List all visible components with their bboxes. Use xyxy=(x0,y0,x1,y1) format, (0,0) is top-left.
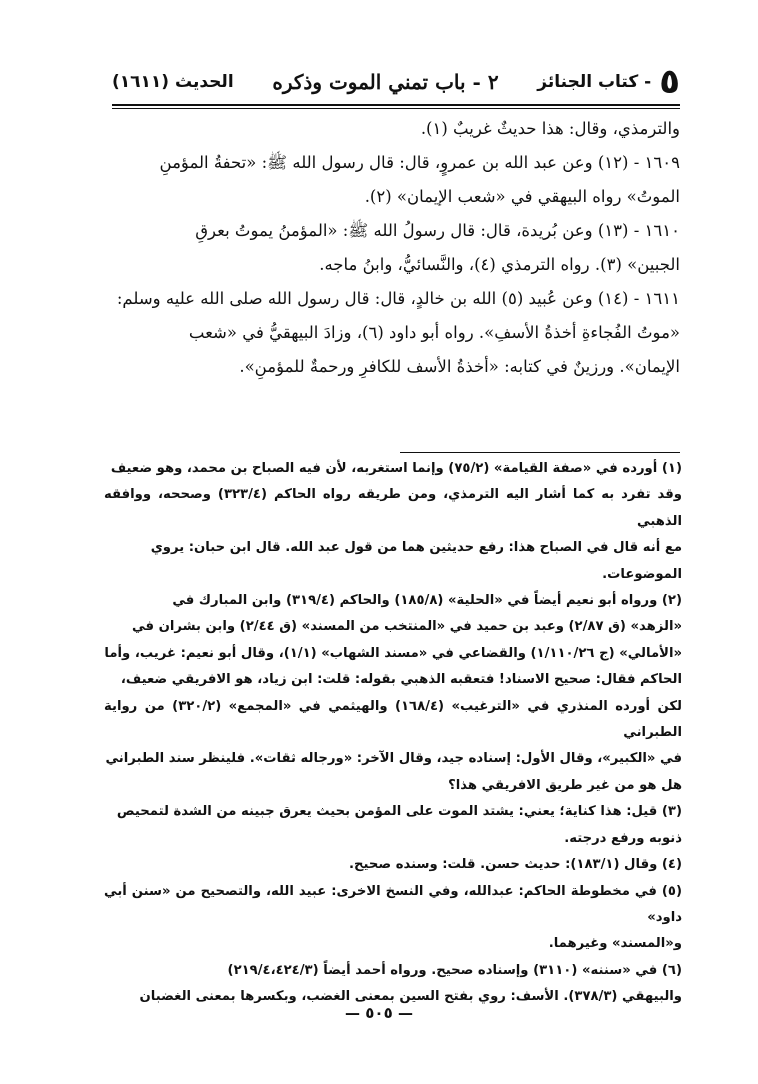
footnote-line: (١) أورده في «صفة القيامة» (٧٥/٢) وإنما استغربه، لأن فيه الصباح بن محمد، وهو ضعيف xyxy=(110,461,682,476)
footnote-line: (٣) قيل: هذا كناية؛ يعني: يشتد الموت على المؤمن بحيث يعرق جبينه من الشدة لتمحيص xyxy=(116,804,682,820)
header-rule-thin xyxy=(112,108,680,109)
header-rule xyxy=(112,104,680,106)
footnote-line: «الزهد» (ق ٢/٨٧) وعبد بن حميد في «المنتخب من المسند» (ق ٢/٤٤) وابن بشران في xyxy=(132,619,682,635)
footnote-line: الموضوعات. xyxy=(602,566,682,582)
main-text xyxy=(116,112,680,384)
footnote-line: هل هو من غير طريق الافريقي هذا؟ xyxy=(448,777,682,793)
main-line: الجبين» (٣). رواه الترمذي (٤)، والنَّسائيُّ، وابنُ ماجه. xyxy=(319,255,680,274)
footnote-line: ذنوبه ورفع درجته. xyxy=(564,830,682,846)
main-line: «موتُ الفُجاءةِ أخذةُ الأسفِ». رواه أبو داود (٦)، وزادَ البيهقيُّ في «شعب xyxy=(188,323,680,342)
main-line: ١٦٠٩ - (١٢) وعن عبد الله بن عمروٍ، قال: قال رسول الله ﷺ: «تحفةُ المؤمنِ xyxy=(159,153,680,172)
main-line: ١٦١١ - (١٤) وعن عُبيد (٥) الله بن خالدٍ، قال: قال رسول الله صلى الله عليه وسلم: xyxy=(116,289,680,308)
section-title: ٢ - باب تمني الموت وذكره xyxy=(272,70,499,94)
footnote-line: مع أنه قال في الصباح هذا: رفع حديثين هما من قول عبد الله. قال ابن حبان: يروي xyxy=(150,540,682,556)
footnote-line: «الأمالي» (ج ١/١١٠/٢٦) والقضاعي في «مسند الشهاب» (١/١)، وقال أبو نعيم: غريب، وأما xyxy=(104,645,682,661)
footnote-separator xyxy=(400,452,680,453)
page-number: — ٥٠٥ — xyxy=(345,1004,413,1022)
footnote-line: والبيهقي (٣٧٨/٣). الأسف: روي بفتح السين بمعنى الغضب، وبكسرها بمعنى الغضبان xyxy=(139,989,682,1005)
footnote-line: وقد تفرد به كما أشار اليه الترمذي، ومن طريقه رواه الحاكم (٣٢٣/٤) وصححه، ووافقه الذهبي xyxy=(104,487,682,529)
footnote-line: (٤) وقال (١٨٣/١): حديث حسن. قلت: وسنده صحيح. xyxy=(348,857,682,873)
footnote-line: (٢) ورواه أبو نعيم أيضاً في «الحلية» (١٨٥/٨) والحاكم (٣١٩/٤) وابن المبارك في xyxy=(172,593,682,609)
footnote-line: في «الكبير»، وقال الأول: إسناده جيد، وقال الآخر: «ورجاله ثقات». فلينظر سند الطبراني xyxy=(105,751,682,767)
header-right xyxy=(537,62,680,102)
chapter-number: ٥ xyxy=(659,62,680,102)
footnote-line: (٥) في مخطوطة الحاكم: عبدالله، وفي النسخ الاخرى: عبيد الله، والتصحيح من «سنن أبي داود» xyxy=(104,883,682,925)
footnote-line: لكن أورده المنذري في «الترغيب» (١٦٨/٤) والهيثمي في «المجمع» (٣٢٠/٢) من رواية الطبراني xyxy=(104,698,682,741)
main-line: والترمذي، وقال: هذا حديثٌ غريبٌ (١). xyxy=(420,119,680,138)
main-line: ١٦١٠ - (١٣) وعن بُريدة، قال: قال رسولُ الله ﷺ: «المؤمنُ يموتُ بعرقِ xyxy=(195,221,680,240)
chapter-title: - كتاب الجنائز xyxy=(537,72,652,92)
main-line: الموتُ» رواه البيهقي في «شعب الإيمان» (٢). xyxy=(364,187,680,206)
footnotes xyxy=(104,456,682,1011)
hadith-reference: الحديث (١٦١١) xyxy=(112,72,234,92)
footnote-line: و«المسند» وغيرهما. xyxy=(548,936,682,952)
page-header xyxy=(112,62,680,102)
footnote-line: (٦) في «سننه» (٣١١٠) وإسناده صحيح. ورواه أحمد أيضاً (٢١٩/٤،٤٢٤/٣) xyxy=(227,962,682,978)
footnote-line: الحاكم فقال: صحيح الاسناد! فتعقبه الذهبي بقوله: قلت: ابن زياد، هو الافريقي ضعيف، xyxy=(120,672,682,688)
main-line: الإيمان». ورزينٌ في كتابه: «أخذةُ الأسف للكافرِ ورحمةٌ للمؤمنِ». xyxy=(239,357,680,376)
